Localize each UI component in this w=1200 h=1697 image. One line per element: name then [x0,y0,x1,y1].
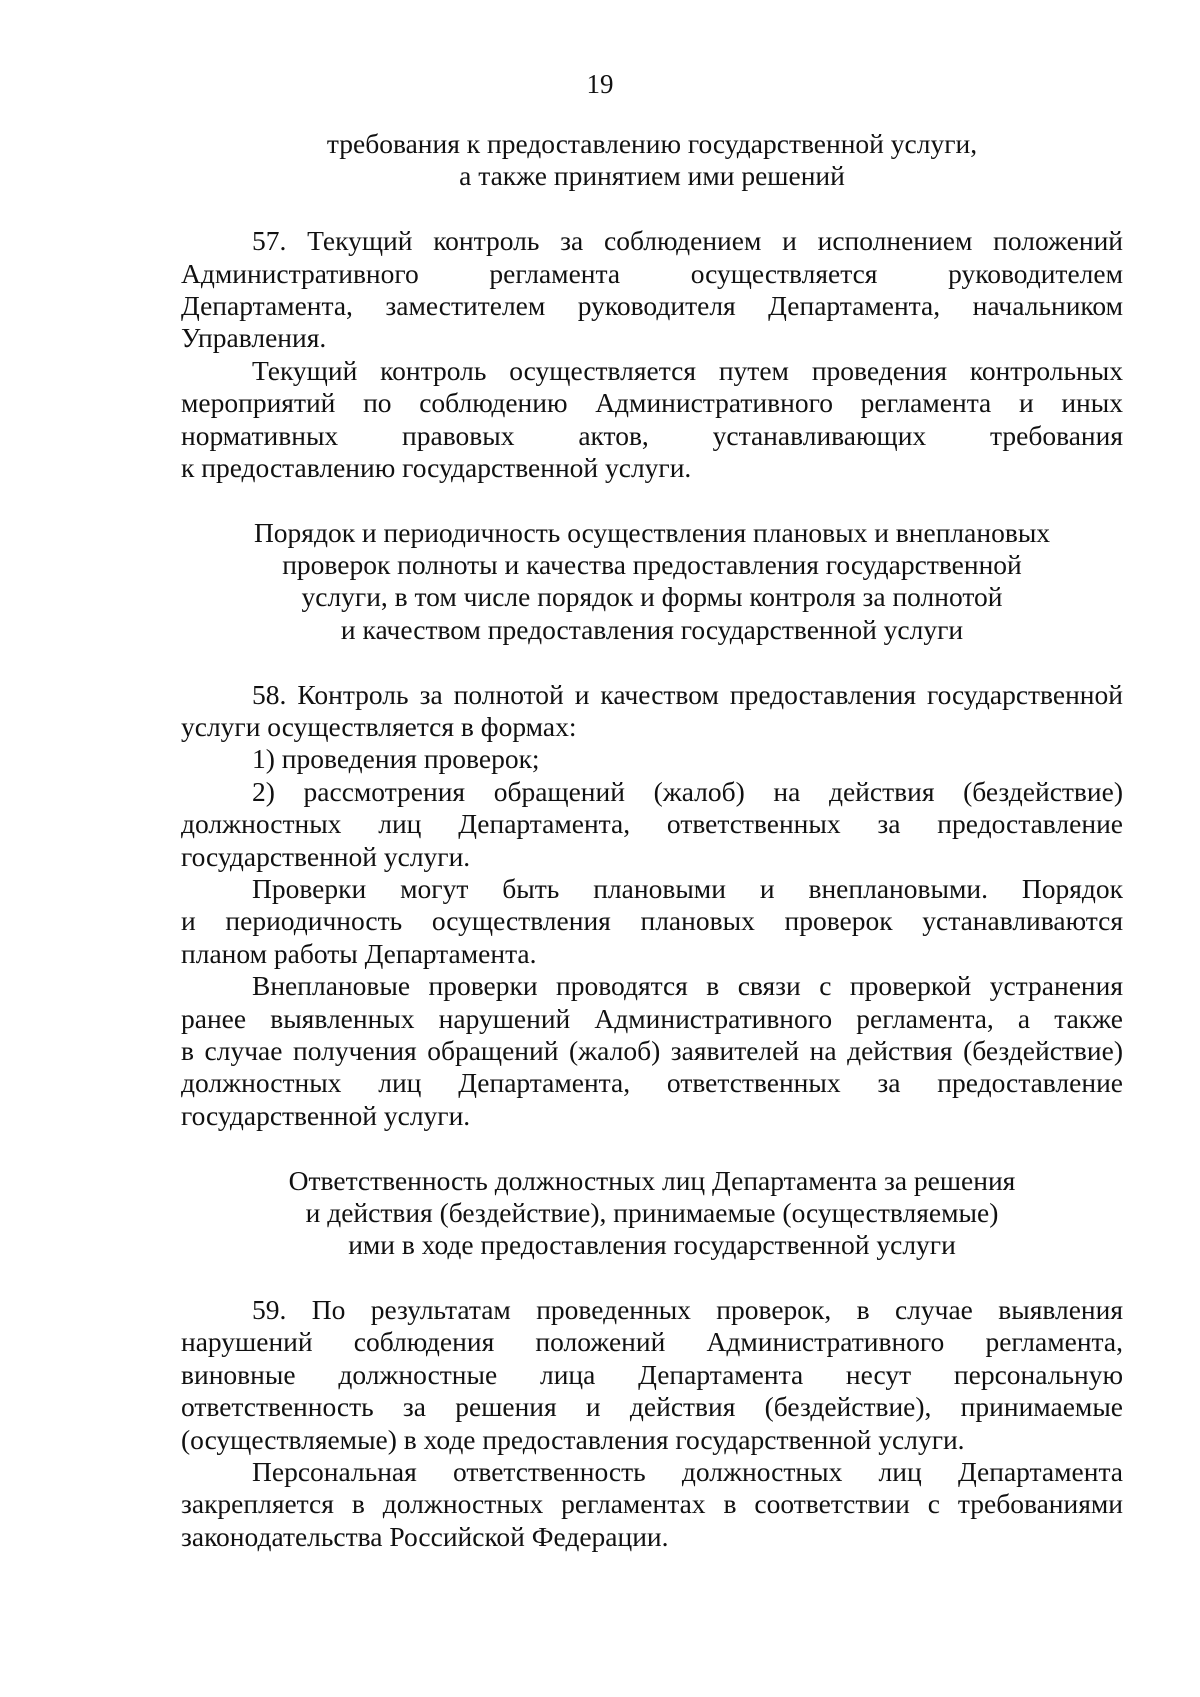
page-number: 19 [586,69,614,99]
blank-line [181,646,1123,678]
text-line: (осуществляемые) в ходе предоставления государственной услуги. [181,1423,965,1455]
text-line: 1) проведения проверок; [252,743,540,775]
text-line: закрепляется в должностных регламентах в соответствии с требованиями [181,1488,1123,1520]
heading-line: Ответственность должностных лиц Департамента за решения [288,1164,1016,1196]
paragraph [181,970,1123,1132]
text-line: услуги осуществляется в формах: [181,711,577,743]
text-line: Текущий контроль осуществляется путем проведения контрольных [252,354,1123,386]
text-line: 2) рассмотрения обращений (жалоб) на действия (бездействие) [252,775,1123,807]
text-line: Административного регламента осуществляется руководителем [181,257,1123,289]
blank-line [181,484,1123,516]
document-body [181,128,1123,1553]
paragraph [181,225,1123,355]
heading-line: услуги, в том числе порядок и формы контроля за полнотой [301,581,1003,613]
text-line: Департамента, заместителем руководителя Департамента, начальником [181,289,1123,321]
paragraph [181,776,1123,873]
text-line: Внеплановые проверки проводятся в связи с проверкой устранения [252,970,1123,1002]
blank-line [181,1262,1123,1294]
text-line: законодательства Российской Федерации. [181,1520,669,1552]
text-line: планом работы Департамента. [181,937,537,969]
text-line: государственной услуги. [181,1099,471,1131]
text-line: должностных лиц Департамента, ответственных за предоставление [181,1067,1123,1099]
paragraph [181,355,1123,485]
blank-line [181,1132,1123,1164]
text-line: нормативных правовых актов, устанавливающих требования [181,419,1123,451]
paragraph [181,679,1123,744]
paragraph [181,1294,1123,1456]
text-line: ответственность за решения и действия (бездействие), принимаемые [181,1391,1123,1423]
heading-line: и качеством предоставления государственной услуги [340,613,964,645]
section-heading [181,128,1123,193]
heading-line: и действия (бездействие), принимаемые (осуществляемые) [305,1196,999,1228]
section-heading [181,1165,1123,1262]
paragraph [181,1456,1123,1553]
paragraph [181,873,1123,970]
text-line: 59. По результатам проведенных проверок, в случае выявления [252,1294,1123,1326]
text-line: ранее выявленных нарушений Административного регламента, а также [181,1002,1123,1034]
text-line: виновные должностные лица Департамента несут персональную [181,1358,1123,1390]
text-line: и периодичность осуществления плановых проверок устанавливаются [181,905,1123,937]
heading-line: а также принятием ими решений [459,160,845,192]
text-line: государственной услуги. [181,840,471,872]
text-line: к предоставлению государственной услуги. [181,451,692,483]
text-line: 58. Контроль за полнотой и качеством предоставления государственной [252,678,1123,710]
text-line: мероприятий по соблюдению Административного регламента и иных [181,387,1123,419]
text-line: Персональная ответственность должностных лиц Департамента [252,1456,1123,1488]
heading-line: требования к предоставлению государственной услуги, [326,128,978,159]
heading-line: ими в ходе предоставления государственной услуги [348,1229,956,1261]
text-line: Проверки могут быть плановыми и внеплановыми. Порядок [252,872,1123,904]
paragraph [181,743,1123,775]
text-line: Управления. [181,322,327,354]
text-line: должностных лиц Департамента, ответственных за предоставление [181,808,1123,840]
section-heading [181,517,1123,647]
text-line: 57. Текущий контроль за соблюдением и исполнением положений [252,225,1123,257]
text-line: в случае получения обращений (жалоб) заявителей на действия (бездействие) [181,1034,1123,1066]
text-line: нарушений соблюдения положений Административного регламента, [181,1326,1123,1358]
blank-line [181,193,1123,225]
heading-line: проверок полноты и качества предоставления государственной [282,549,1022,581]
heading-line: Порядок и периодичность осуществления плановых и внеплановых [253,516,1051,548]
